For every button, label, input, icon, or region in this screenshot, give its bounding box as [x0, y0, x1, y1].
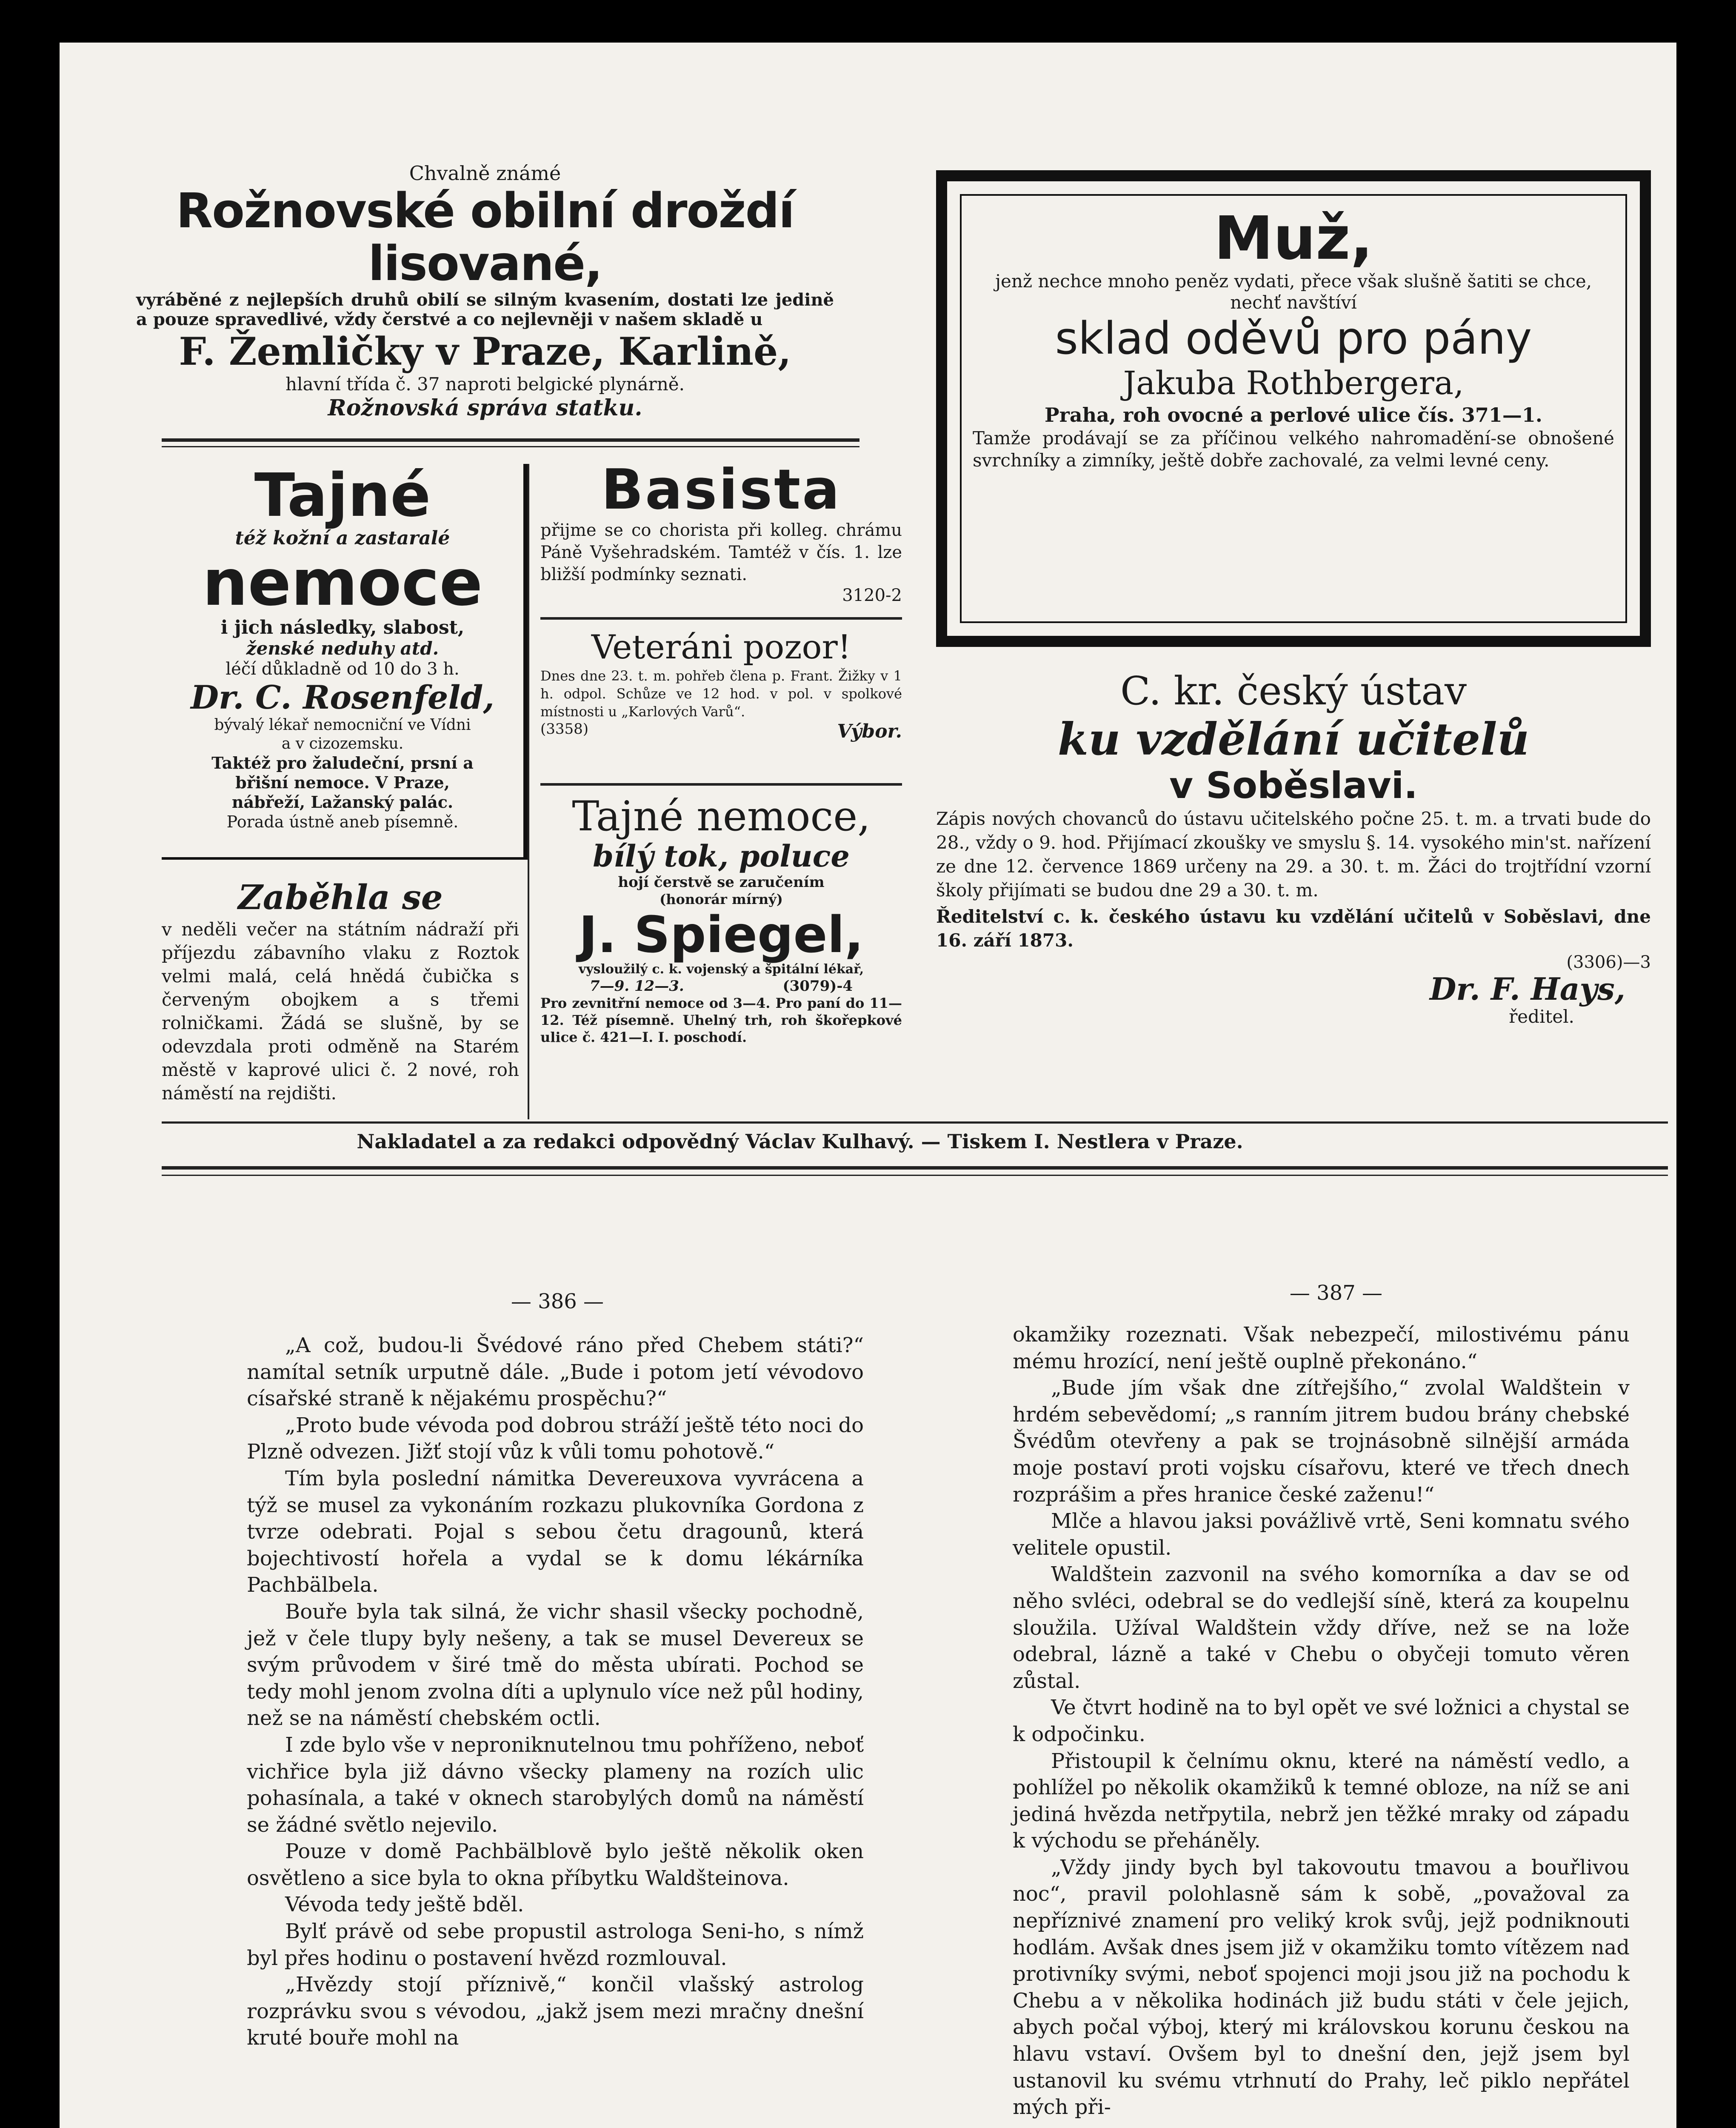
ad-drozdi-sign: Rožnovská správa statku.	[328, 395, 642, 421]
ad-ustav-num: (3306)—3	[1566, 952, 1651, 972]
paragraph: „Hvězdy stojí příznivě,“ končil vlašský astrolog rozprávku svou s vévodou, „jakž jsem mezi mračny dnešní kruté bouře mohl na	[247, 1973, 864, 2050]
ad-rosenfeld-line: a v cizozemsku.	[281, 735, 404, 752]
divider	[162, 1175, 1668, 1176]
ad-basista-title: Basista	[601, 457, 841, 522]
ad-spiegel-name: J. Spiegel,	[579, 905, 864, 964]
divider	[162, 438, 859, 442]
ad-muz-desc: Tamže prodávají se za příčinou velkého nahromadění-se obnošené svrchníky a zimníky, ještě dobře zachovalé, za velmi levné ceny.	[973, 428, 1614, 471]
ad-spiegel-sub: bílý tok, poluce	[593, 838, 850, 874]
column-divider	[528, 464, 529, 1119]
ad-spiegel-line: (honorár mírný)	[660, 891, 783, 907]
paragraph: „Vždy jindy bych byl takovoutu tmavou a bouřlivou noc“, pravil polohlasně sám k sobě, „považoval za nepříznivé znamení pro veliký krok svůj, jejž podniknouti hodlám. Avšak dnes jsem již v okamžiku tomto vítězem nad protivníky svými, neboť spojenci moji jsou již na pochodu k Chebu a v několika hodinách již budu státi v čele jejich, abych počal výboj, který mi královskou korunu českou na hlavu vstaví. Ovšem byl to dnešní den, jejž jsem byl ustanovil ku svému vtrhnutí do Prahy, leč piklo nepřátel mých při-	[1013, 1855, 1630, 2119]
ad-basista-text: přijme se co chorista při kolleg. chrámu Páně Vyšehradském. Tamtéž v čís. 1. lze bližší podmínky seznati.	[540, 521, 902, 584]
ad-rosenfeld-line: Porada ústně aneb písemně.	[226, 812, 459, 831]
ad-muz-text: jenž nechce mnoho peněz vydati, přece však slušně šatiti se chce, nechť navštíví	[995, 271, 1592, 313]
ad-rosenfeld-line: ženské neduhy atd.	[246, 638, 439, 659]
page-number-left: — 386 —	[511, 1290, 604, 1313]
paragraph: Bylť právě od sebe propustil astrologa Seni-ho, s nímž byl přes hodinu o postavení hvězd rozmlouval.	[247, 1919, 864, 1970]
divider	[162, 1166, 1668, 1170]
ad-rosenfeld-line: břišní nemoce. V Praze,	[235, 773, 450, 792]
ad-zabehla-text: v neděli večer na státním nádraží při příjezdu zábavního vlaku z Roztok velmi malá, celá hnědá čubička s červeným obojkem a s třemi rolničkami. Žádá se slušně, by se odevzdala proti odměně na Starém městě v kaprové ulici č. 2 nové, roh náměstí na rejdišti.	[162, 919, 519, 1104]
ad-spiegel-num: (3079)-4	[782, 978, 853, 995]
paragraph: Waldštein zazvonil na svého komorníka a dav se od něho svléci, odebral se do vedlejší síně, která za koupelnu sloužila. Užíval Waldštein vždy dříve, než se na lože odebral, lázně a také v Chebu o obyčeji tomuto věren zůstal.	[1013, 1562, 1630, 1693]
ad-basista	[540, 457, 902, 605]
ad-veterani-num: (3358)	[540, 721, 589, 738]
ad-ustav-text: Zápis nových chovanců do ústavu učitelského počne 25. t. m. a trvati bude do 28., vždy o 9. hod. Přijímací zkoušky ve smyslu §. 14. vysokého min'st. nařízení ze dne 12. července 1869 určeny na 29. a 30. t. m. Žáci do trojtřídní vzorní školy přijímati se budou dne 29 a 30. t. m.	[936, 808, 1651, 901]
paragraph: Ve čtvrt hodině na to byl opět ve své ložnici a chystal se k odpočinku.	[1013, 1696, 1630, 1746]
ad-rosenfeld-line: nábřeží, Lažanský palác.	[231, 792, 454, 812]
ad-rosenfeld-title: Tajné	[254, 461, 431, 530]
ad-rosenfeld-line: i jich následky, slabost,	[220, 617, 465, 638]
ad-ustav	[936, 668, 1651, 1027]
ad-spiegel-line: hojí čerstvě se zaručením	[618, 874, 825, 891]
ad-rosenfeld-line: léčí důkladně od 10 do 3 h.	[226, 659, 460, 679]
ad-muz-frame	[936, 170, 1651, 647]
paragraph: I zde bylo vše v neproniknutelnou tmu pohříženo, neboť vichřice byla již dávno všecky plameny na rozích ulic pohasínala, a také v oknech starobylých domů na náměstí se žádné světlo nejevilo.	[247, 1733, 864, 1837]
ad-ustav-role: ředitel.	[1509, 1006, 1574, 1027]
paragraph: Vévoda tedy ještě bděl.	[285, 1893, 524, 1917]
ad-veterani-text: Dnes dne 23. t. m. pohřeb člena p. Frant. Žižky v 1 h. odpol. Schůze ve 12 hod. v pol. v spolkové místnosti u „Karlových Varů“.	[540, 668, 902, 720]
ad-drozdi-intro: Chvalně známé	[409, 162, 561, 185]
ad-muz	[973, 204, 1614, 472]
paragraph: Pouze v domě Pachbälblově bylo ještě několik oken osvětleno a sice byla to okna příbytku Waldšteinova.	[247, 1839, 864, 1890]
ad-muz-address: Praha, roh ovocné a perlové ulice čís. 371—1.	[1045, 403, 1542, 426]
ad-drozdi-address: hlavní třída č. 37 naproti belgické plynárně.	[286, 374, 685, 395]
ad-drozdi-title: Rožnovské obilní droždí lisované,	[176, 183, 794, 292]
paragraph: „A což, budou-li Švédové ráno před Chebem státi?“ namítal setník urputně dále. „Bude i potom jetí vévodovo císařské straně k nějakému prospěchu?“	[247, 1333, 864, 1411]
ad-zabehla-title: Zaběhla se	[238, 877, 443, 917]
newspaper-page	[60, 43, 1676, 2128]
ad-rosenfeld-big: nemoce	[202, 546, 483, 620]
ad-spiegel-line: vysloužilý c. k. vojenský a špitální lékař,	[578, 962, 864, 977]
divider	[162, 1121, 1668, 1124]
paragraph: Bouře byla tak silná, že vichr shasil všecky pochodně, jež v čele tlupy byly nešeny, a tak se musel Devereux se svým průvodem v širé tmě do města ubírati. Pochod se tedy mohl jenom zvolna díti a uplynulo více než půl hodiny, než se na náměstí chebském octli.	[247, 1599, 864, 1730]
paragraph: Mlče a hlavou jaksi povážlivě vrtě, Seni komnatu svého velitele opustil.	[1013, 1509, 1630, 1560]
divider	[540, 783, 902, 786]
ad-rosenfeld-line: Taktéž pro žaludeční, prsní a	[211, 753, 474, 772]
imprint: Nakladatel a za redakci odpovědný Václav Kulhavý. — Tiskem I. Nestlera v Praze.	[357, 1130, 1243, 1153]
ad-veterani-title: Veteráni pozor!	[591, 628, 851, 666]
ad-basista-num: 3120-2	[842, 586, 902, 605]
ad-ustav-l1: C. kr. český ústav	[1120, 668, 1467, 714]
ad-ustav-sig: Ředitelství c. k. českého ústavu ku vzdělání učitelů v Soběslavi, dne 16. září 1873.	[936, 906, 1651, 951]
divider	[162, 446, 859, 447]
ad-drozdi	[136, 162, 834, 421]
ad-drozdi-firm: F. Žemličky v Praze, Karlině,	[179, 329, 791, 374]
ad-spiegel-text: Pro zevnitřní nemoce od 3—4. Pro paní do 11—12. Též písemně. Uhelný trh, roh škořepkové ulice č. 421—I. I. poschodí.	[540, 995, 902, 1045]
ad-spiegel	[540, 794, 902, 1046]
ad-spiegel-title: Tajné nemoce,	[572, 792, 871, 840]
ad-veterani	[540, 628, 902, 742]
ad-ustav-l3: v Soběslavi.	[1169, 764, 1418, 807]
paragraph: „Proto bude vévoda pod dobrou stráží ještě této noci do Plzně odvezen. Jižť stojí vůz k vůli tomu pohotově.“	[247, 1413, 864, 1464]
ad-muz-title: Muž,	[1214, 204, 1373, 273]
ad-ustav-l2: ku vzdělání učitelů	[1057, 713, 1530, 765]
ad-rosenfeld-name: Dr. C. Rosenfeld,	[191, 678, 494, 716]
paragraph: okamžiky rozeznati. Však nebezpečí, milostivému pánu mému hrozící, není ještě ouplně překonáno.“	[1013, 1323, 1630, 1373]
column-right	[1013, 1321, 1630, 2121]
paragraph: „Bude jím však dne zítřejšího,“ zvolal Waldštein v hrdém sebevědomí; „s ranním jitrem budou brány chebské Švédům otevřeny a pak se trojnásobně silnější armáda moje postaví proti vojsku císařovu, které ve třech dnech rozprášim a přes hranice české zaženu!“	[1013, 1376, 1630, 1507]
ad-drozdi-text: vyráběné z nejlepších druhů obilí se silným kvasením, dostati lze jedině a pouze spravedlivé, vždy čerstvé a co nejlevněji v našem skladě u	[136, 290, 834, 329]
paragraph: Tím byla poslední námitka Devereuxova vyvrácena a týž se musel za vykonáním rozkazu plukovníka Gordona z tvrze odebrati. Pojal s sebou četu dragounů, která bojechtivostí hořela a vydal se k domu lékárníka Pachbälbela.	[247, 1466, 864, 1597]
ad-rosenfeld	[162, 461, 528, 860]
ad-muz-big: sklad oděvů pro pány	[1055, 312, 1532, 364]
ad-zabehla	[162, 877, 519, 1105]
divider	[540, 617, 902, 620]
ad-muz-name: Jakuba Rothbergera,	[1123, 364, 1464, 402]
column-left	[247, 1332, 864, 2051]
paragraph: Přistoupil k čelnímu oknu, které na náměstí vedlo, a pohlížel po několik okamžiků k temné obloze, na níž se ani jediná hvězda netřpytila, nebrž jen těžké mraky od západu k východu se přeháněly.	[1013, 1749, 1630, 1853]
ad-rosenfeld-sub: též kožní a zastaralé	[235, 527, 450, 549]
ad-ustav-name: Dr. F. Hays,	[1429, 971, 1625, 1007]
page-number-right: — 387 —	[1289, 1281, 1383, 1305]
ad-rosenfeld-line: bývalý lékař nemocniční ve Vídni	[214, 716, 471, 734]
ad-spiegel-hours: 7—9. 12—3.	[589, 978, 684, 995]
ad-veterani-sign: Výbor.	[837, 721, 902, 742]
